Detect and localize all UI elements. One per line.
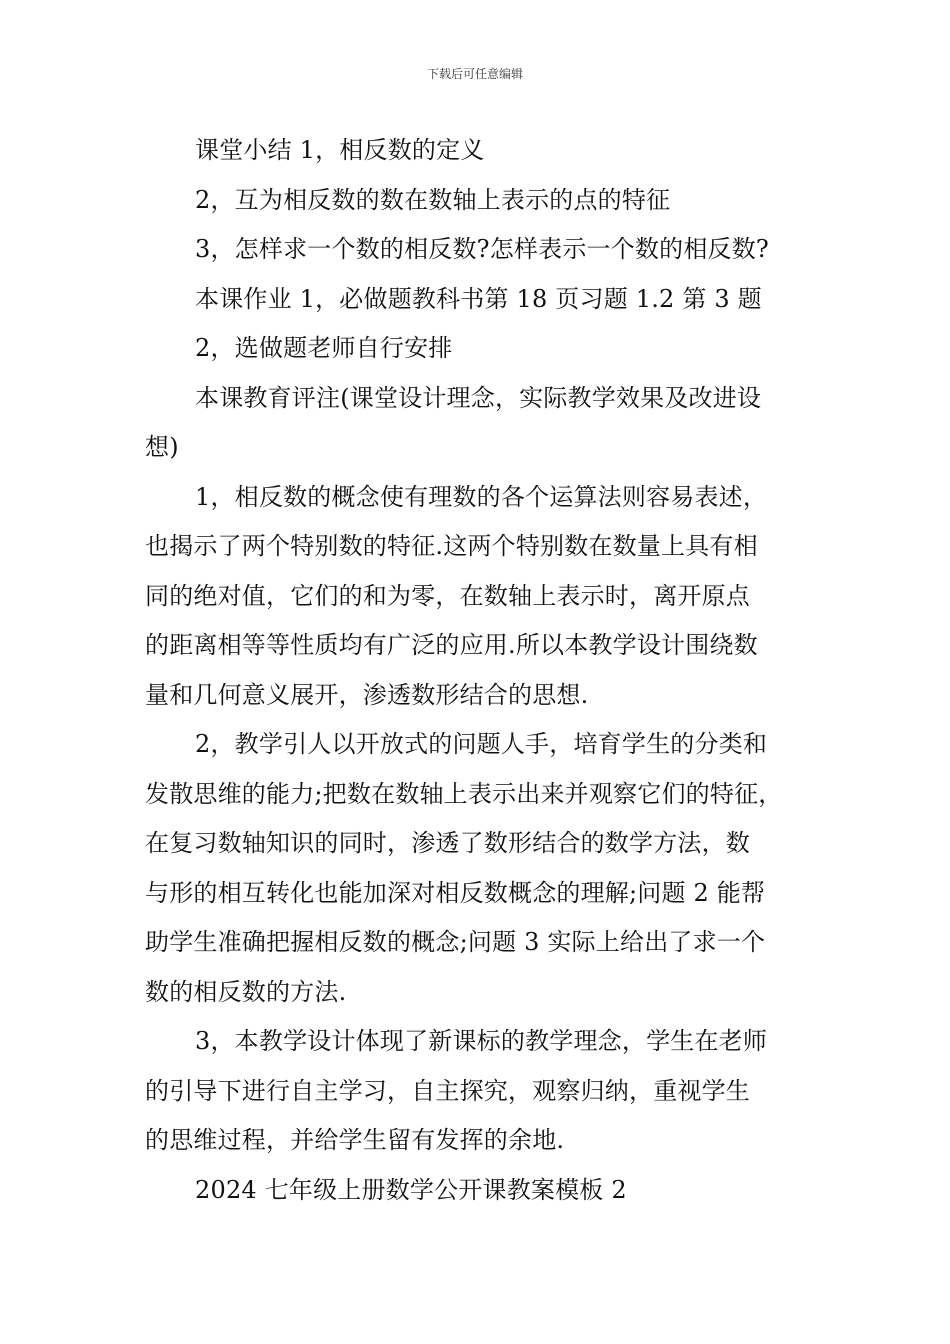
summary-line-2: 2，互为相反数的数在数轴上表示的点的特征	[195, 185, 671, 214]
document-body	[145, 126, 810, 1215]
comment-2-line-6: 数的相反数的方法.	[145, 977, 347, 1006]
commentary-heading-line-1: 本课教育评注(课堂设计理念，实际教学效果及改进设	[195, 383, 762, 412]
comment-1-line-3: 同的绝对值，它们的和为零，在数轴上表示时，离开原点	[145, 581, 750, 610]
comment-3-line-3: 的思维过程，并给学生留有发挥的余地.	[145, 1126, 565, 1154]
comment-1-line-4: 的距离相等等性质均有广泛的应用.所以本教学设计围绕数	[145, 631, 758, 659]
comment-1-line-5: 量和几何意义展开，渗透数形结合的思想.	[145, 680, 589, 709]
comment-2-line-5: 助学生准确把握相反数的概念;问题 3 实际上给出了求一个	[145, 928, 766, 956]
comment-2-line-3: 在复习数轴知识的同时，渗透了数形结合的数学方法，数	[145, 829, 750, 857]
comment-2-line-1: 2，教学引人以开放式的问题人手，培育学生的分类和	[195, 730, 768, 758]
summary-line-1: 课堂小结 1，相反数的定义	[195, 136, 485, 164]
comment-1-line-2: 也揭示了两个特别数的特征.这两个特别数在数量上具有相	[145, 532, 758, 560]
comment-2-line-2: 发散思维的能力;把数在数轴上表示出来并观察它们的特征，	[145, 779, 783, 808]
page-header: 下载后可任意编辑	[426, 67, 523, 81]
homework-line-2: 2，选做题老师自行安排	[195, 334, 453, 362]
comment-3-line-1: 3，本教学设计体现了新课标的教学理念，学生在老师	[195, 1027, 768, 1055]
homework-line-1: 本课作业 1，必做题教科书第 18 页习题 1.2 第 3 题	[195, 284, 762, 313]
comment-3-line-2: 的引导下进行自主学习，自主探究，观察归纳，重视学生	[145, 1076, 750, 1105]
next-section-title: 2024 七年级上册数学公开课教案模板 2	[195, 1175, 627, 1204]
comment-2-line-4: 与形的相互转化也能加深对相反数概念的理解;问题 2 能帮	[145, 878, 766, 907]
summary-line-3: 3，怎样求一个数的相反数?怎样表示一个数的相反数?	[195, 235, 770, 263]
commentary-heading-line-2: 想)	[145, 433, 179, 461]
comment-1-line-1: 1，相反数的概念使有理数的各个运算法则容易表述，	[195, 482, 768, 511]
